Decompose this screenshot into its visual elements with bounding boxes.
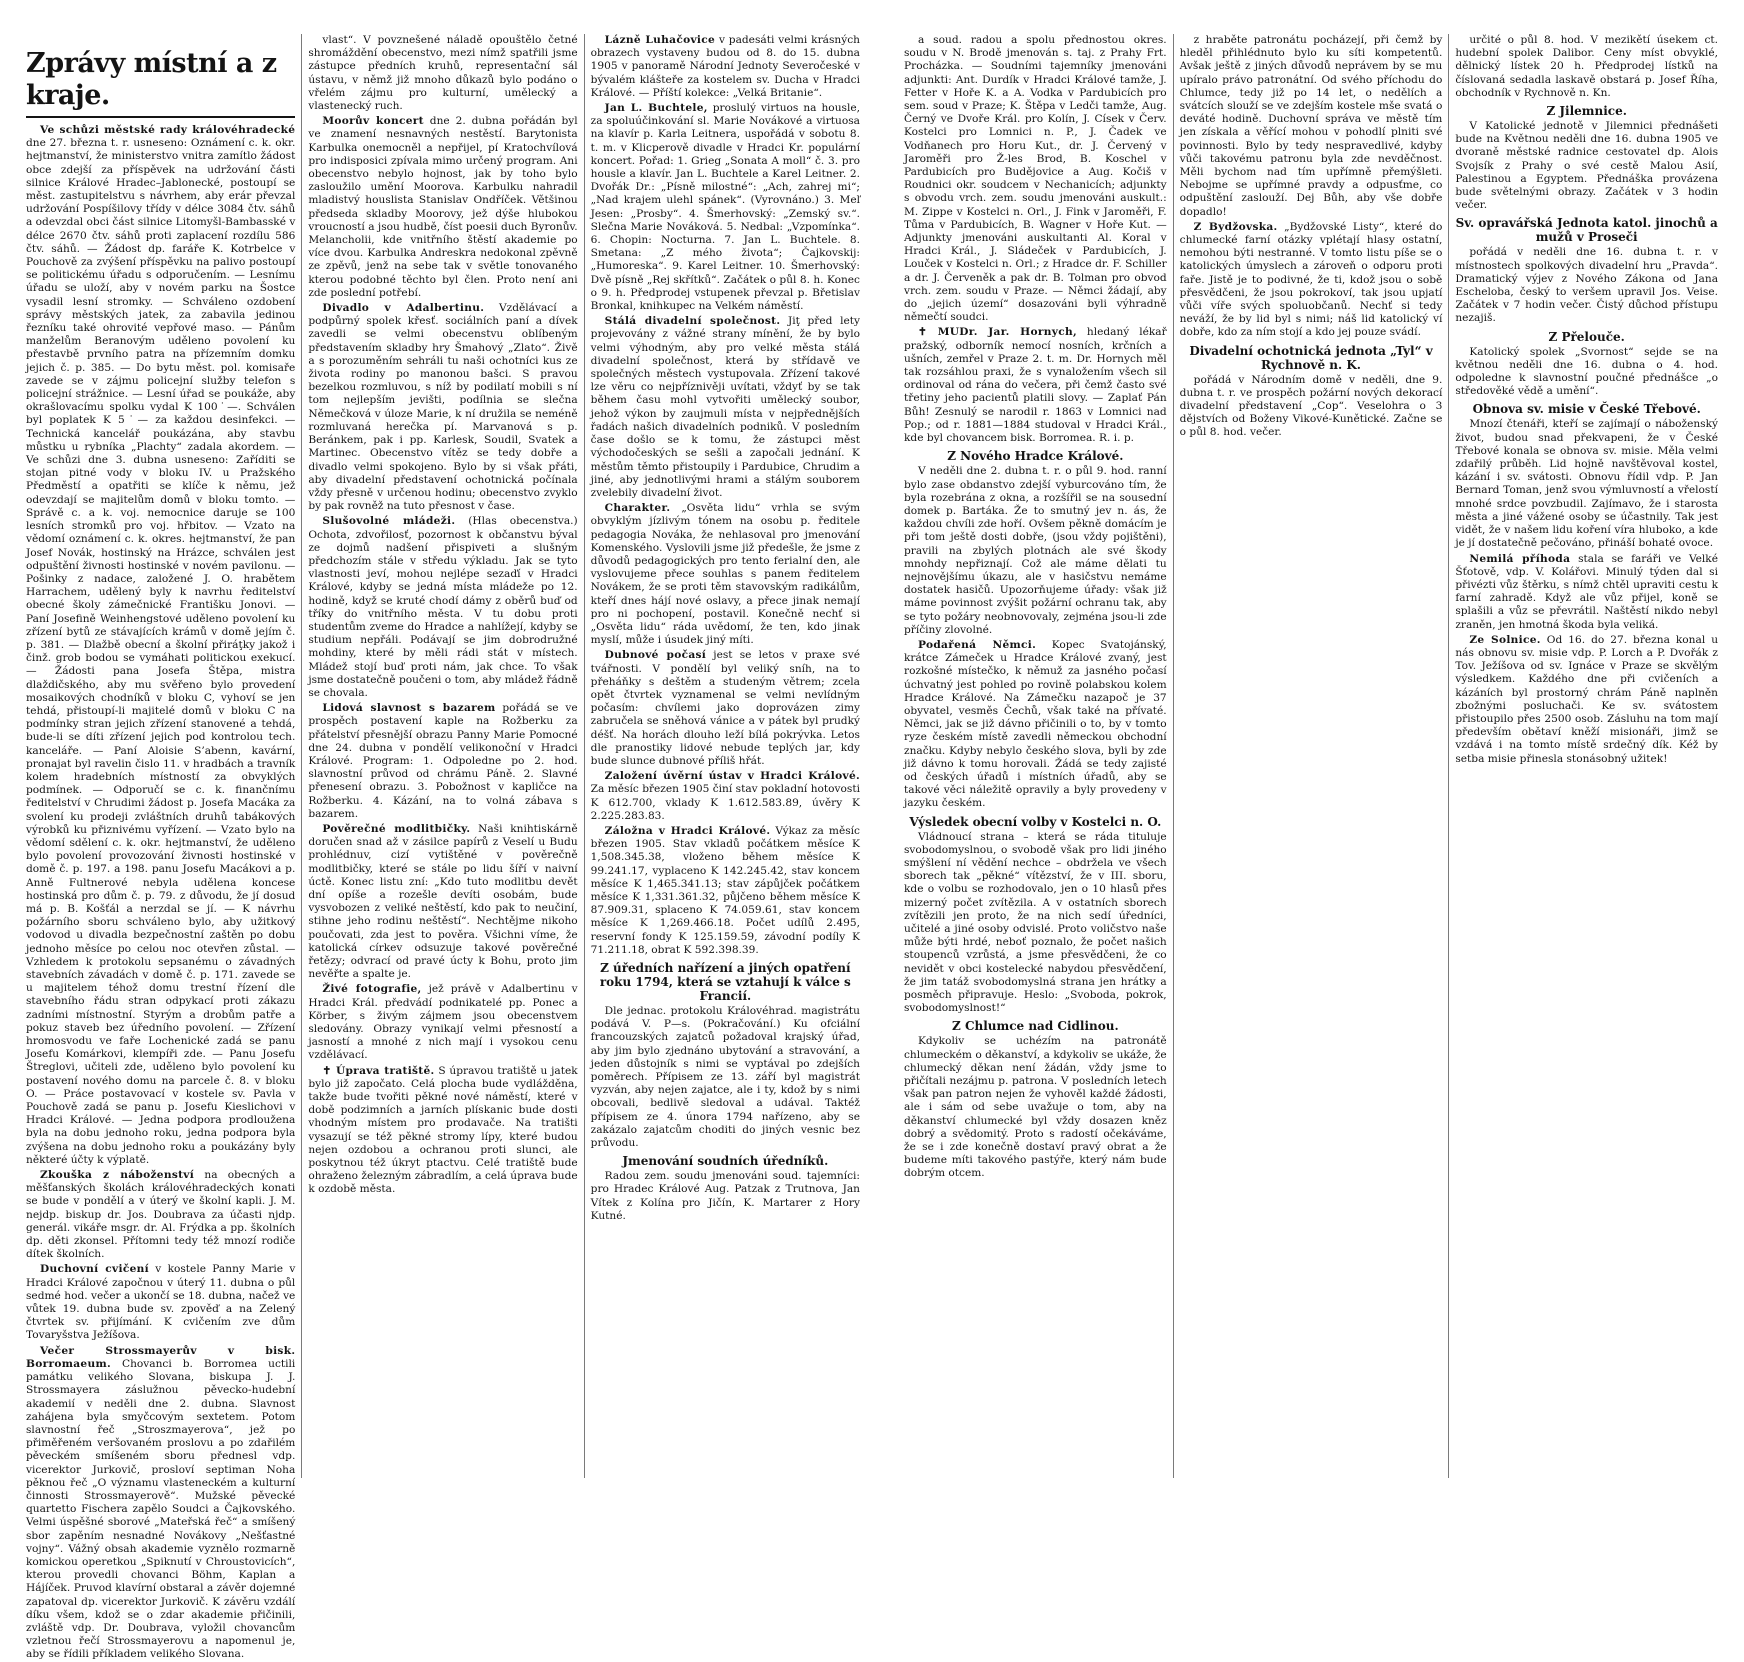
article bbox=[1455, 346, 1718, 399]
article-body: jest se letos v praxe své tvářnosti. V pondělí byl veliký sníh, na to přeháňky s deštěm a studeným větrem; zcela opět čtvrtek vyznamenal se velmi nevlídným počasím: chvílemi jako doprovázen zimy zabručela se sněhová vánice a v pátek byl prudký déšť. Na horách dlouho leží bílá pokrývka. Letos dle pranostiky lidové nebude teplých jar, kdy bude slunce dubnové příliš hřát. bbox=[590, 649, 860, 767]
article-headline: Stálá divadelní společnost. bbox=[604, 315, 781, 328]
article-body: V Katolické jednotě v Jilemnici přednášeti bude na Květnou neděli dne 16. dubna 1905 ve dvoraně městské radnice cestovatel dp. Alois Svojsík z Prahy o své cestě Malou Asií, Palestinou a Egyptem. Přednáška provázena bude světelnými obrazy. Začátek v 3 hodin večer. bbox=[1455, 120, 1719, 212]
article-headline: Živé fotografie, bbox=[322, 983, 422, 996]
article-body: dne 27. března t. r. usneseno: Oznámení c. k. okr. hejtmanství, že ministerstvo vnitra zamítlo žádost obce zdejší za příspěvek na udržování části silnice Králové Hradec–Jablonecké, postoupí se měst. zastupitelstvu s návrhem, aby erár převzal udržování Pospíšilovy třídy v délce 3084 čtv. sáhů a odevzdal obci část silnice Litomyšl-Bambasské v délce 2670 čtv. sáhů proti zaplacení rozdílu 586 čtv. sáhů. — Žádost dp. faráře K. Kotrbelce v Pouchově za zvýšení příspěvku na palivo postoupí se politickému úřadu s odporučením. — Lesnímu úřadu se uloží, aby v novém parku na Šostce vysadil lesní stromky. — Schváleno ozdobení správy městských jatek, za zabavila jedinou řezníku také ohrovité vepřové maso. — Pánům manželům Beranovým uděleno povolení ku přestavbě prvního patra na přízemním domku jejich č. p. 385. — Do bytu měst. pol. komisaře zavede se v zájmu policejní služby telefon s policejní strážnice. — Lesní úřad se poukáže, aby okrašlovacímu spolku vydal K 100˙—. Schválen byl poplatek K 5˙— za každou desinfekci. — Technická kancelář poukázána, aby stavbu můstku u rybníka „Plachty“ zadala akordem. — Ve schůzi dne 3. dubna usneseno: Zaříditi se stojan pitné vody v bloku IV. u Pražského Předměstí a opatřiti se klíče k němu, jež odevzdají se majitelům domů v bloku tomto. — Správě c. a k. voj. nemocnice daruje se 100 lesních stromků pro voj. hřbitov. — Vzato na vědomí oznámení c. k. okres. hejtmanství, že pan Josef Novák, hostinský na Hrázce, schválen jest odpuštění živnosti hostinské v novém pavilonu. — Pošinky z nadace, založené J. O. hrabětem Harrachem, udělený byly k navrhu ředitelství obecné školy zámečnické Františku Jonovi. — Paní Josefině Weinhengstové uděleno povolení ku zřízení bytů ze stávajících krámů v domě jejím č. p. 381. — Dlažbě obecní a školní přiráţky jakož i činž. grob bodou se vymáhati politickou exekucí. — Žádosti pana Josefa Štěpa, mistra dlaždičského, aby mu svěřeno bylo provedení mosaikových chodníků v bloku C, vyhoví se jen tehdá, přistoupí-li majitelé domů v bloku C na podmínky stran jejich zřízení stanovené a tehdá, bude-li se díti zřízení jejich pod kontrolou tech. kanceláře. — Paní Aloisie S’abenn, kavární, pronajat byl ravelin čislo 11. v hradbách a travník kolem hradebních místností za obvyklých podmínek. — Odporučí se c. k. finančnímu ředitelství v Chrudimi žádost p. Josefa Macáka za svolení ku prodeji zvláštních druhů tabákových výrobků ku přiznivému vyřízení. — Vzato bylo na vědomí sdělení c. k. okr. hejtmanství, že uděleno bylo povolení provozování živnosti hostinské v domě č. p. 197. a 198. panu Josefu Macákovi a p. Anně Fultnerové nebyla udělena koncese hostinská pro dům č. p. 79. z důvodu, že jí dosud má p. B. Košťál a nerzdal se jí. — K návrhu požárního sboru schváleno bylo, aby užitkový vodovod u divadla bezpečnostní zaštěn po dobu jednoho měsíce po celou noc otevřen zůstal. — Vzhledem k protokolu sepsanému o závadných stavebních závadách v domě č. p. 171. zavede se u majitelem téhož domu trestní řízení dle stavebního řádu stran odpykací proti zákazu zadními místnostní. Styrým a drobům patře a pokuz staveb bez úředního povolení. — Zřízení hromosvodu ve faře Lochenické zadá se panu Josefu Komárkovi, klempíři zde. — Panu Josefu Štreglovi, učiteli zde, uděleno bylo povolení ku postavení nového domu na parcele č. 8. v bloku O. — Práce postavovací v kostele sv. Pavla v Pouchově zadá se panu p. Josefu Kieslichovi v Hradci Králové. — Jedna podpora prodloužena byla na dobu jednoho roku, jedna podpora byla zvýšena na dobu jednoho roku a poukázány byly některé účty k výplatě. bbox=[26, 137, 296, 1166]
article-headline: Založení úvěrní ústav v Hradci Králové. bbox=[604, 770, 860, 783]
article bbox=[591, 1170, 860, 1223]
section-heading: Divadelní ochotnická jednota „Tyl“ v Rychnově n. K. bbox=[1189, 343, 1433, 372]
article bbox=[1455, 418, 1718, 550]
article bbox=[308, 1065, 577, 1197]
article-body: V neděli dne 2. dubna t. r. o půl 9. hod. ranní bylo zase obdanstvo zdejší vyburcováno tím, že byla rozebrána z okna, a rozšířil se na sousední domek p. Bartáka. Že to smutný jev n. ás, že každou chvíli zde hoří. Ovšem pěkně domácím je při tom ještě dosti dobře, (jsou vždy pojištěni), pravili na zbylých plotnách ale své škody mnohdy nepřiznají. Což ale máme dělati tu nejnovějšímu úkazu, ale v hasičstvu nemáme dostatek hasičů. Upozorňujeme úřady: však již máme povinnost zvýšit požární ochranu tak, aby se tyto požáry neobnovovaly, zejména jsou-li zde příčiny zlovolné. bbox=[904, 465, 1167, 636]
article-headline: Ze Solnice. bbox=[1469, 633, 1541, 646]
article-headline: Pověrečné modlitbičky. bbox=[322, 822, 471, 835]
article-headline: Nemilá příhoda bbox=[1469, 552, 1571, 565]
right-page-column-3 bbox=[1448, 34, 1724, 1478]
section-heading: Obnova sv. misie v České Třebové. bbox=[1472, 402, 1701, 417]
article bbox=[591, 502, 860, 647]
article-body: na obecných a měšťanských školách královéhradeckých konati se bude v pondělí a v úterý ve školní kapli. J. M. nejdp. biskup dr. Jos. Doubrava za účasti njdp. generál. vikáře msgr. dr. Al. Frýdka a pp. školních dp. děti zkonsel. Přítomni tedy též mnozí rodiče dítek školních. bbox=[26, 1169, 296, 1261]
article-body: Naši knihtiskárně doručen snad až v zásilce papírů z Veselí u Budu prohlédnuv, cizí vytištěné v pověrečně modlitbičky, které se stále po lidu šíří v naivní úctě. Konec listu zní: „Kdo tuto modlitbu devět dní opíše a rozešle devíti osobám, bude vysvobozen z veliké neštěstí, kdo pak to neučiní, stihne jeho rodinu neštěstí“. Nechtějme nikoho poučovati, zda jest to pověra. Všichni víme, že katolická církev odsuzuje takové pověrečné řetězy; odvrací od pravé úcty k Bohu, proto jim nevěřte a spalte je. bbox=[308, 822, 578, 981]
article bbox=[26, 1263, 295, 1342]
left-page-column-1 bbox=[20, 34, 301, 1661]
section-heading: Z Nového Hradce Králové. bbox=[947, 449, 1124, 464]
article-body: vlast“. V povznešené náladě opouštělo četné shromáždění obecenstvo, mezi nímž spatřili jsme zástupce předních kruhů, representační sál ústavu, v němž již mnoho důkazů bylo podáno o vřelém zájmu pro kulturní, umělecký a vlastenecký ruch. bbox=[308, 34, 578, 113]
article-body: a soud. radou a spolu přednostou okres. soudu v N. Brodě jmenován s. taj. z Prahy Frt. Procházka. — Soudními tajemníky jmenováni adjunkti: Ant. Durdík v Hradci Králové tamže, J. Fetter v Hoře K. a A. Vodka v Pardubicích pro sem. soud v Praze; K. Štěpa v Ledči tamže, Aug. Černý ve Dvoře Král. pro Kolín, J. Císek v Červ. Kostelci pro Lomnici n. P., J. Čadek ve Vodňanech pro Horu Kut., dr. J. Červený v Jaroměři pro Ž-les Brod, B. Koschel v Pardubicích pro Budějovice a Aug. Kočiš v Roudnici okr. soudcem v Nechanicích; adjunkty s obvodu vrch. zem. soudu jmenováni auskult.: M. Zippe v Kostelci n. Orl., J. Fink v Jaroměři, F. Tůma v Pardubicích, B. Wagner v Hoře Kut. — Adjunkty jmenováni auskultanti Al. Koral v Hradci Král., J. Sládeček v Pardubicích, J. Louček v Kostelci n. Orl.; z Hradce dr. F. Schiller a dr. J. Červeněk a pak dr. B. Tolman pro obvod vrch. zem. soudu v Praze. — Němci žádají, aby do „jejich území“ dosazováni byli výhradně němečtí soudci. bbox=[904, 34, 1167, 324]
article-body: z hraběte patronátu pocházejí, při čemž by hleděl přihlédnuto bylo ku síti kompetentů. Avšak ještě z jiných důvodů neprávem by se mu upíralo právo patronátní. Od svého příchodu do Chlumce, tedy již po 14 let, o nedělích a svátcích slouží se ve zdejším kostele mše svatá o deváté hodině. Duchovní správa ve městě tím jen získala a věřící mohou v pohodlí plniti své povinnosti. Bylo by tedy nespravedlivé, kdyby vůči takovému patronu byla zde nevděčnost. Měli bychom nad tím upřímně přemýšleti. Nebojme se upřímné pravdy a odpusťme, co odpuštění zaslouží. Dej Bůh, aby vše dobře dopadlo! bbox=[1179, 34, 1443, 218]
article-body: pořádá v Národním domě v neděli, dne 9. dubna t. r. ve prospěch požární nových dekorací divadelní představení „Cop“. Veselohra o 3 dějstvích od Boženy Vikové-Kunětické. Začne se o půl 8. hod. večer. bbox=[1179, 373, 1443, 439]
article bbox=[591, 315, 860, 500]
page-gutter bbox=[870, 0, 894, 1500]
section-heading: Z Chlumce nad Cidlinou. bbox=[952, 1019, 1119, 1034]
article-headline: Podařená Němci. bbox=[918, 638, 1037, 651]
section-heading: Jmenování soudních úředníků. bbox=[622, 1154, 829, 1169]
article bbox=[26, 1169, 295, 1261]
article bbox=[591, 825, 860, 957]
section-heading: Sv. opravářská Jednota katol. jinochů a mužů v Proseči bbox=[1455, 216, 1718, 245]
article bbox=[308, 34, 577, 113]
article-body: Katolický spolek „Svornost“ sejde se na květnou neděli dne 16. dubna o 4. hod. odpoledne k slavnostní poučné přednášce „o středověké vědě a umění“. bbox=[1455, 345, 1719, 398]
article-body: Od 16. do 27. března konal u nás obnovu sv. misie vdp. P. Lorch a P. Dvořák z Tov. Ježíšova od sv. Ignáce v Praze se skvělým výsledkem. Každého dne při cvičeních a kázáních byl prostorný chrám Páně naplněn zbožnými posluchači. Ke sv. svátostem přistoupilo přes 2500 osob. Zásluhu na tom mají především obětaví kněží misionáři, jimž se vzdává i na tomto místě srdečný dík. Kéž by setba misie přinesla stonásobný užitek! bbox=[1455, 633, 1719, 765]
article-body: Kopec Svatojánský, krátce Zámeček u Hradce Králové zvaný, jest rozkošné místečko, k němuž za jasného počasí úchvatný jest pohled po rovině polabskou kolem Hradce Králové. Na Zámečku nazapoč je 37 obyvatel, vesměs Čechů, však také na přívaté. Němci, jak se již dávno přičinili o to, by v tomto ryze českém místě zavedli německou obchodní značku. Kdyby nebylo českého slova, byli by zde již dávno k tomu horovali. Žádá se tedy zajisté od českých úřadů i místních úřadů, aby se takové věci náležitě opravily a byly provedeny v jazyku českém. bbox=[904, 638, 1167, 810]
article-body: Dle jednac. protokolu Královéhrad. magistrátu podává V. P—s. (Pokračování.) Ku ofciální francouzských zajatců požadoval krajský úřad, aby jim bylo zjednáno ubytování a stravování, a jeden důstojník s nimi se vyptával po zdejších poměrech. Přípisem ze 13. září byl magistrát vyzván, aby nejen zajatce, ale i ty, kdož by s nimi obcovali, bedlivě sledoval a udával. Taktéž přípisem ze 4. února 1794 nařízeno, aby se zakázalo zajatcům choditi do jiných vesnic bez průvodu. bbox=[590, 1005, 860, 1150]
article bbox=[308, 702, 577, 821]
section-heading: Z úředních nařízení a jiných opatření roku 1794, která se vztahují k válce s Francií. bbox=[599, 961, 851, 1004]
article-body: pořádá v neděli dne 16. dubna t. r. v místnostech spolkových divadelní hru „Pravda“. Dramatický výjev z Nového Zákona od Jana Escheloba, český to veršem upravil Jos. Veise. Začátek v 7 hodin večer. Čistý důchod přístupu nezajiš. bbox=[1455, 246, 1719, 325]
article bbox=[904, 465, 1167, 637]
article-headline: Dubnové počasí bbox=[604, 649, 707, 662]
article-headline: Ve schůzi městské rady královéhradecké bbox=[40, 124, 296, 136]
article-body: Radou zem. soudu jmenováni soud. tajemníci: pro Hradec Králové Aug. Patzak z Trutnova, Jan Vítek z Kolína pro Jičín, K. Martarer z Hory Kutné. bbox=[590, 1170, 860, 1222]
article-headline: Duchovní cvičení bbox=[40, 1263, 149, 1276]
article bbox=[308, 823, 577, 981]
article-body: Mnozí čtenáři, kteří se zajímají o náboženský život, budou snad překvapeni, že v České Třebové konala se obnova sv. misie. Měla velmi zdařilý průběh. Lid hojně navštěvoval kostel, kázání i sv. svátosti. Obnovu řídil vdp. P. Jan Bernard Toman, jenž svou výmluvností a vřelostí mnohé srdce povzbudil. Zajímavo, že i starosta města a jiné vážené osoby se účastnily. Tak jest vidět, že v našem lidu koření víra hluboko, a kde je jí dostatečně pečováno, přináší bohaté ovoce. bbox=[1455, 418, 1719, 550]
article-body: hledaný lékař pražský, odborník nemocí nosních, krčních a ušních, zemřel v Praze 2. t. m. Dr. Hornych měl tak rozsáhlou praxi, že s vynaložením všech sil ordinoval od rána do večera, při čemž často své třetiny jeho pacientů platili slovy. — Zaplať Pán Bůh! Zesnulý se narodil r. 1863 v Lomnici nad Pop.; od r. 1881—1884 studoval v Hradci Král., kde byl chovancem bisk. Borromea. R. i. p. bbox=[904, 326, 1167, 445]
article-headline: Z Bydžovska. bbox=[1193, 220, 1278, 233]
article-body: Kdykoliv se uchézím na patronátě chlumeckém o děkanství, a kdykoliv se ukáže, že chlumecký děkan není žádán, vždy jsme to přičítali nezájmu p. patrona. V posledních letech však pan patron nejen že vyhověl každé žádosti, ale i sám od sebe uvažuje o tom, aby na děkanství chlumecké byl vždy dosazen kněz dobrý a svědomitý. Proto s radostí očekáváme, že se i zde konečně dostaví pravý obrat a že budeme míti takového pastýře, který nám bude dobrým otcem. bbox=[904, 1035, 1167, 1180]
article-headline: Slušovolné mládeži. bbox=[322, 515, 456, 528]
right-newspaper-page bbox=[898, 34, 1724, 1478]
article-body: Chovanci b. Borromea uctili památku velikého Slovana, biskupa J. J. Strossmayera záslužnou pěvecko-hudební akademií v neděli dne 2. dubna. Slavnost zahájena byla smyčcovým sextetem. Potom slavnostní řeč „Stroszmayerova“, jež po přiměřeném veršovaném proslovu a po zdařilém pěveckém smíšeném sboru přednesl vdp. vicerektor Jurkovič, prosloví septiman Noha pěknou řeč „O významu vlasteneckém a kulturní činnosti Strossmayerově“. Mužské pěvecké quartetto Fischera zapělo Soudci a Čajkovského. Velmi úspěšné sborové „Mateřská řeč“ a smíšený sbor zapěním nesnadné Novákovy „Nešťastné vojny“. Vážný obsah akademie vyznělo rozmarně komickou operetkou „Spiknutí v Chroustovicích“, kterou provedli chovanci Böhm, Kaplan a Hájíček. Pruvod klavírní obstaral a závěr dojemné zapatoval dp. vicerektor Jurkovič. K závěru vzdálí díku všem, kdož se o zdar akademie přičinili, zvláště vdp. Dr. Doubrava, vyložil chovancům vzletnou řečí Strossmayerovu a napomenul je, aby se řídili příkladem velikého Slovana. bbox=[26, 1357, 296, 1661]
section-heading: Z Přelouče. bbox=[1548, 329, 1625, 344]
article bbox=[1180, 34, 1443, 219]
article-body: pořádá se ve prospěch postavení kaple na Rožberku za přátelství přesnější obrazu Panny Marie Pomocné dne 24. dubna v pondělí velikonoční v Hradci Králové. Program: 1. Odpoledne po 2. hod. slavnostní průvod od chrámu Páně. 2. Slavné přenesení obrazu. 3. Pobožnost v kapličce na Rožberku. 4. Kázání, na to volná zábava s bazarem. bbox=[308, 702, 578, 820]
article-body: jež právě v Adalbertinu v Hradci Král. předvádí podnikatelé pp. Ponec a Körber, s živým zájmem jsou obecenstvem sledovány. Obrazy vynikají velmi přesností a jasností a mnohé z nich mají i vysokou cenu vzdělávací. bbox=[308, 983, 578, 1062]
article bbox=[308, 115, 577, 300]
article bbox=[308, 983, 577, 1062]
article-body: „Osvěta lidu“ vrhla se svým obvyklým jízlivým tónem na osobu p. ředitele pedagogia Nováka, že nehlasoval pro jmenování Komenského. Vyslovili jsme již předešle, že jsme z důvodů pedagogických pro tento ferialní den, ale vyslovujeme přece souhlas s panem ředitelem Novákem, že se proti těm stavovským radikálům, kteří dnes hájí nové oslavy, a přece jinak nemají pro ni pochopení, postavil. Konečně nechť si „Osvěta lidu“ ráda uvědomí, že ten, kdo jinak myslí, může i úsudek jiný míti. bbox=[590, 502, 860, 647]
article bbox=[26, 1345, 295, 1662]
article bbox=[1455, 634, 1718, 766]
article-headline: Záložna v Hradci Králové. bbox=[604, 824, 771, 837]
left-page-column-2 bbox=[301, 34, 583, 1478]
article bbox=[1180, 221, 1443, 340]
article-headline: Divadlo v Adalbertinu. bbox=[322, 302, 485, 315]
page-title: Zprávy místní a z kraje. bbox=[26, 48, 295, 118]
article-body: Za měsíc březen 1905 činí stav pokladní hotovosti K 612.700, vklady K 1.612.583.89, úvěry K 2.225.283.83. bbox=[590, 783, 860, 822]
left-page-column-3 bbox=[584, 34, 866, 1478]
article-body: Jiţ před lety projevovány z vážné strany mínění, že by bylo velmi výhodným, aby pro velké města stálá divadelní společnost, která by střídavě ve společných městech vystupovala. Zřízení takové lze věru co nejpříznivěji uvítati, vždyť by se tak během času mohl vytvořiti umělecký soubor, jehož výkon by zaujmuli místa v nejpřednějších řadách našich divadelních podniků. V posledním čase došlo se k tomu, že zástupci měst východočeských se sešli a započali jednání. K městům těmto přistoupily i Pardubice, Chrudim a jiné, aby jednotlivými hrami a stálým souborem zvelebily divadelní život. bbox=[590, 315, 860, 499]
article-headline: Charakter. bbox=[604, 502, 671, 515]
article-body: Vládnoucí strana – která se ráda tituluje svobodomyslnou, o svobodě však pro lidi jiného smýšlení ní vědění nechce – obdržela ve všech sborech tak „pěkné“ vítězství, že v III. sboru, kde o volbu se rozhodovalo, jen o 10 hlasů přes mizerný počet zvítězila. A v ostatních sborech zvítězili jen proto, že na nich sedí úředníci, učitelé a jiné osoby odvislé. Proto voličstvo naše může býti hrdé, neboť poznalo, že počet našich stoupenců vzrůstá, a jsme přesvědčeni, že co nevidět v obci kostelecké nabydou přesvědčení, že jim tatáž svobodomyslná strana jen hrátky a posměch připravuje. Heslo: „Svoboda, pokrok, svobodomyslnost!“ bbox=[904, 830, 1167, 1015]
article bbox=[1455, 553, 1718, 632]
article bbox=[26, 124, 295, 1167]
article-body: určité o půl 8. hod. V mezikětí úsekem ct. hudební spolek Dalibor. Ceny míst obvyklé, dělnický lístek 20 h. Předprodej lístků na číslovaná sedadla laskavě obstará p. Josef Říha, obchodník v Rychnově n. Kn. bbox=[1455, 34, 1719, 99]
article-body: S úpravou tratiště u jatek bylo již započato. Celá plocha bude vydlážděna, takže bude tvořiti pěkné nové náměstí, které v době podzimních a jarních plískanic bude dosti vhodným místem pro prodavače. Na tratišti vysazují se též pěkné stromy lípy, které budou nejen ozdobou a ochranou proti slunci, ale poskytnou též úkryt ptactvu. Celé tratiště bude ohraženo železným zábradlím, a celá úprava bude k ozdobě města. bbox=[308, 1064, 578, 1196]
article bbox=[591, 770, 860, 823]
right-page-column-1 bbox=[898, 34, 1173, 1478]
article bbox=[1180, 374, 1443, 440]
article-headline: Lidová slavnost s bazarem bbox=[322, 702, 496, 715]
article-headline: Jan L. Buchtele, bbox=[604, 102, 708, 115]
section-heading: Z Jilemnice. bbox=[1546, 104, 1627, 119]
article-headline: Zkouška z náboženství bbox=[40, 1169, 195, 1182]
article-body: (Hlas obecenstva.) Ochota, zdvořilosť, pozornost k občanstvu býval ze dojmů nadšení přispiveti a slušným předchozím stále v středu výkladu. Jak se tyto vlastnosti jeví, mohou nejlépe sezaďí v Hradci Králové, kdyby se jedná místa mládeže po 12. hodině, když se kruté chodí dámy z oběrů buď od tříky do vnitřního města. V tu dobu proti studentům zveme do Hradce a nahlížejí, kdyby se studium nepřáli. Podávají se jim dobrodružné mohdiny, které by měli rádi stát v místech. Mládež stojí buď proti nám, jak chce. To však jsme dostatečně poučeni o tom, aby mládež řádně se chovala. bbox=[308, 515, 578, 699]
article bbox=[591, 102, 860, 313]
article bbox=[591, 1005, 860, 1150]
article bbox=[308, 302, 577, 513]
article-body: stala se faráři ve Velké Šťotově, vdp. V. Kolářovi. Minulý týden dal si přivézti vůz štěrku, s nímž chtěl upraviti cestu k farní zahradě. Když ale vůz přijel, koně se splašili a vůz se převrátil. Naštěstí nikdo nebyl zraněn, jen hmotná škoda byla veliká. bbox=[1455, 552, 1719, 631]
article-body: Výkaz za měsíc březen 1905. Stav vkladů počátkem měsíce K 1,508.345.38, vloženo během měsíce K 99.241.17, vyplaceno K 142.245.42, stav koncem měsíce K 1,465.341.13; stav zápůjček počátkem měsíce K 1,331.361.32, půjčeno během měsíce K 87.909.31, splaceno K 74.059.61, stav koncem měsíce K 1,269.466.18. Počet udílů 2.495, reservní fondy K 125.159.59, závodní podíly K 71.211.18, obrat K 592.398.39. bbox=[590, 824, 860, 956]
article bbox=[308, 515, 577, 700]
right-page-column-2 bbox=[1173, 34, 1449, 1478]
article-headline: ✝ Úprava tratiště. bbox=[322, 1064, 435, 1077]
article-headline: Moorův koncert bbox=[322, 115, 424, 128]
article bbox=[904, 639, 1167, 811]
article bbox=[591, 649, 860, 768]
article-body: v padesáti velmi krásných obrazech vystaveny budou od 8. do 15. dubna 1905 v panoramě Národní Jednoty Severočeské v bývalém klášteře za kostelem sv. Ducha v Hradci Králové. — Příští kolekce: „Velká Britanie“. bbox=[590, 34, 860, 99]
article-body: Vzdělávací a podpůrný spolek křesť. sociálních paní a dívek zavedli se velmi obecenstvu oblíbeným představením skladby hry Šmahový „Zlato“. Živě a s porozuměním sehráli tu naši ochotníci kus ze života rodiny po manonou bašci. S pravou bezelkou rozmluvou, s níž by podilatí mobili s ní tom nejlepším jevišti, podílnia se slečna Němečková v úloze Marie, k ní družila se neméně rozmluvaná herečka pí. Marvanová s p. Beránkem, pak i pp. Karlesk, Soudil, Svatek a Martinec. Obecenstvo vítěz se tedy dobře a divadlo velmi spokojeno. Bylo by si však přáti, aby divadelní představení ochotnická počínala vždy přesně v určenou hodinu; obecenstvo zvyklo by pak rovněž na tuto přesnost v čase. bbox=[308, 302, 578, 513]
article bbox=[1455, 246, 1718, 325]
article-body: v kostele Panny Marie v Hradci Králové započnou v úterý 11. dubna o půl sedmé hod. večer a ukončí se 18. dubna, načež ve vůtek 19. dubna bude sv. zpověď a na Zelený čtvrtek sv. přijímání. K cvičením zve dům Tovaryšstva Ježíšova. bbox=[26, 1263, 296, 1342]
article bbox=[904, 34, 1167, 324]
article-body: proslulý virtuos na housle, za spoluúčinkování sl. Marie Novákové a virtuosa na klavír p. Karla Leitnera, uspořádá v sobotu 8. t. m. v Klicperově divadle v Hradci Kr. populární koncert. Pořad: 1. Grieg „Sonata A moll“ č. 3. pro housle a klavír. Jan L. Buchtele a Karel Leitner. 2. Dvořák Dr.: „Písně milostné“: „Ach, zahrej mi“; „Nad krajem ulehl spánek“. (Vyrovnáno.) 3. Meľ Jesen: „Prosby“. 4. Šmerhovský: „Zemský sv.“. Slečna Marie Nováková. 5. Nedbal: „Vzpomínka“. 6. Chopin: Nocturna. 7. Jan L. Buchtele. 8. Smetana: „Z mého života“; Čajkovskij: „Humoreska“. 9. Karel Leitner. 10. Šmerhovský: Dvě písně „Rej skřítků“. Začátek o půl 8. h. Konec o 9. h. Předprodej vstupenek převzal p. Břetislav Bronkal, knihkupec na Velkém náměstí. bbox=[590, 102, 860, 313]
left-newspaper-page bbox=[20, 34, 866, 1661]
article-headline: ✝ MUDr. Jar. Hornych, bbox=[918, 326, 1077, 339]
article bbox=[1455, 120, 1718, 212]
article bbox=[904, 1035, 1167, 1180]
article bbox=[904, 326, 1167, 445]
article-body: „Bydžovské Listy“, které do chlumecké farní otázky vplétají hlasy ostatní, nemohou býti nestranné. V tomto listu píše se o katolických úmyslech a zároveň o odporu proti faře. Jistě je to podivné, že ti, kdož jsou o sobě přesvědčeni, že jsou pokrokoví, tak jsou upjatí vůči víře svých spoluobčanů. Nechť si tedy neváží, že by lid byl s nimi; náš lid katolický ví dobře, kdo za ním stojí a kdo jej pouze svádí. bbox=[1179, 220, 1443, 339]
article bbox=[1455, 34, 1718, 100]
article-headline: Lázně Luhačovice bbox=[604, 34, 716, 46]
section-heading: Výsledek obecní volby v Kostelci n. O. bbox=[909, 814, 1162, 829]
article-headline: Večer Strossmayerův v bisk. Borromaeum. bbox=[26, 1344, 296, 1370]
article bbox=[591, 34, 860, 100]
article-body: dne 2. dubna pořádán byl ve znamení nesnavných nestěstí. Barytonista Karbulka onemocněl a nepřijel, pí Kratochvílová pro indisposici zpívala mimo určený program. Ani obecenstvo nebylo hojnost, jak by toho bylo zasloužilo umění Moorova. Karbulku nahradil mladistvý houslista Stanislav Ondříček. Většinou předseda skladby Moorovy, jež dýše hlubokou vroucností a jsou hudbě, číst poesii duch Byronův. Melancholii, kde vnitřního štěstí akademie po více dvou. Karbulka Andreskra nedokonal zpěvně ze zpěvů, jenž na sebe tak v světle tonovaného kterou podobné těchto byl člen. Proto není ani zde poslední potřebí. bbox=[308, 115, 578, 299]
article bbox=[904, 831, 1167, 1016]
